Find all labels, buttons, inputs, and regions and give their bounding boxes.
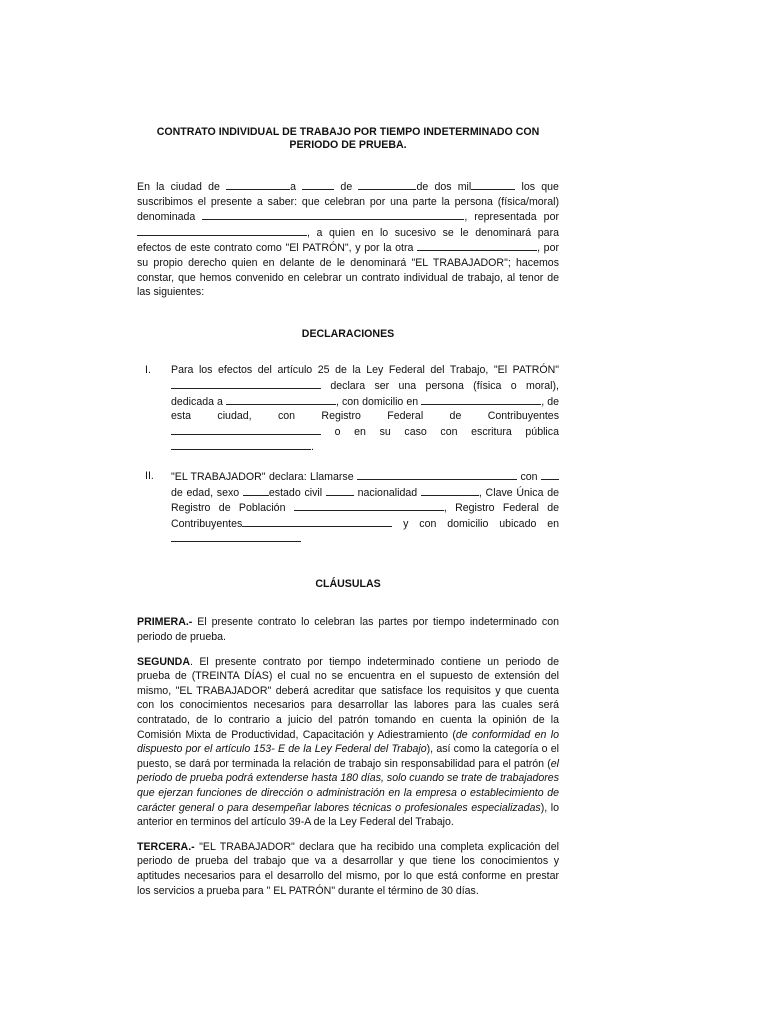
declaration-1-text: [171, 363, 559, 455]
decl1-text-1: Para los efectos del artículo 25 de la Ley Federal del Trabajo, "El PATRÓN": [171, 364, 559, 377]
decl2-text-8: y con domicilio ubicado en: [403, 517, 559, 530]
clause-tercera-lead: TERCERA.-: [137, 840, 195, 853]
blank-company-name: [202, 209, 464, 220]
decl2-text-4: estado civil: [268, 486, 323, 499]
blank-nationality: [421, 485, 479, 496]
blank-age: [541, 469, 559, 480]
declaration-2-text: [171, 469, 559, 547]
clause-primera-text: El presente contrato lo celebran las partes por tiempo indeterminado con periodo de prueba.: [137, 616, 559, 644]
decl2-text-6: , Clave Única de Registro de Población: [171, 486, 559, 515]
blank-rfc-worker: [242, 516, 392, 527]
declaration-1-number: I.: [145, 364, 151, 377]
blank-month: [358, 179, 416, 190]
document-body: [137, 126, 559, 898]
title-line-2: PERIODO DE PRUEBA.: [289, 139, 407, 151]
declaraciones-heading: DECLARACIONES: [301, 327, 395, 340]
decl2-text-3: de edad, sexo: [171, 486, 240, 499]
clausulas-heading: CLÁUSULAS: [315, 577, 381, 590]
intro-text-2: a: [290, 181, 296, 193]
intro-text-1: En la ciudad de: [137, 181, 220, 193]
decl2-text-5: nacionalidad: [357, 486, 418, 499]
decl2-text-7: , Registro Federal de Contribuyentes: [171, 502, 559, 530]
document-title: [147, 126, 549, 152]
blank-worker-full-name: [357, 469, 517, 480]
blank-civil-status: [326, 485, 354, 496]
declaration-1: [137, 363, 559, 455]
blank-representative: [137, 225, 307, 236]
intro-text-8: , por su propio derecho quien en delante de le denominará "EL TRABAJADOR"; hacemos constar, que hemos convenido en celebrar un contrato individual de trabajo, al tenor de las siguientes:: [137, 242, 559, 299]
clause-segunda-lead: SEGUNDA: [137, 655, 190, 668]
blank-worker-name: [417, 240, 537, 251]
blank-deed: [171, 439, 311, 450]
blank-rfc-patron: [171, 424, 321, 435]
blank-city: [226, 179, 290, 190]
blank-day: [302, 179, 334, 190]
blank-sex: [243, 485, 269, 496]
decl1-text-4: , de esta ciudad, con Registro Federal de Contribuyentes: [171, 395, 559, 423]
clause-primera: [137, 615, 559, 644]
blank-year: [471, 179, 515, 190]
clause-segunda-italic-2: el periodo de prueba podrá extenderse hasta 180 días, solo cuando se trate de trabajadores que ejerzan funciones de dirección o administración en la empresa o establecimiento de carácter general o para desempeñar labores técnicas o profesionales especializadas: [137, 757, 559, 814]
intro-text-6: , representada por: [464, 211, 559, 224]
decl1-text-5: o en su caso con escritura pública: [334, 425, 559, 438]
decl1-text-6: .: [311, 441, 314, 454]
decl1-text-2: declara ser una persona (física o moral), dedicada a: [171, 379, 559, 408]
intro-text-4: de dos mil: [416, 181, 472, 193]
clause-segunda-text-1: . El presente contrato por tiempo indeterminado contiene un periodo de prueba de (TREINTA DÍAS) el cual no se encuentra en el supuesto de extensión del mismo, "EL TRABAJADOR" deberá acreditar que satisface los requisitos y que cuenta con los conocimientos necesarios para desarrollar las labores para las cuales será contratado, de lo contrario a juicio del patrón tomando en cuenta la opinión de la Comisión Mixta de Productividad, Capacitación y Adiestramiento (: [137, 655, 559, 741]
clause-segunda: [137, 655, 559, 830]
clause-segunda-text-2: ), así como la categoría o el puesto, se dará por terminada la relación de trabajo sin responsabilidad para el patrón (: [137, 743, 559, 770]
clause-tercera-text: "EL TRABAJADOR" declara que ha recibido una completa explicación del periodo de prueba del trabajo que va a desarrollar y que tiene los conocimientos y aptitudes necesarios para el desarrollo del mismo, por lo que está conforme en prestar los servicios a prueba para " EL PATRÓN" durante el término de 30 días.: [137, 840, 559, 897]
clause-tercera: [137, 840, 559, 898]
blank-curp: [294, 500, 444, 511]
intro-text-5: los que suscribimos el presente a saber: que celebran por una parte la persona (física/moral) denominada: [137, 181, 559, 224]
decl2-text-2: con: [520, 470, 538, 483]
title-line-1: CONTRATO INDIVIDUAL DE TRABAJO POR TIEMPO INDETERMINADO CON: [156, 126, 540, 138]
clause-segunda-text-3: ), lo anterior en terminos del artículo 39-A de la Ley Federal del Trabajo.: [137, 801, 559, 829]
intro-text-3: de: [340, 181, 353, 193]
intro-text-7: , a quien en lo sucesivo se le denominará para efectos de este contrato como "El PATRÓN", y por la otra: [137, 226, 559, 255]
decl1-text-3: , con domicilio en: [336, 395, 419, 408]
blank-activity: [226, 394, 336, 405]
blank-address: [421, 394, 541, 405]
decl2-text-1: "EL TRABAJADOR" declara: Llamarse: [171, 470, 354, 483]
blank-patron-name: [171, 378, 321, 389]
clause-segunda-italic-1: de conformidad en lo dispuesto por el artículo 153- E de la Ley Federal del Trabajo: [137, 728, 559, 756]
intro-paragraph: [137, 179, 559, 300]
declaration-2: [137, 469, 559, 547]
declaration-2-number: II.: [145, 469, 154, 482]
clause-primera-lead: PRIMERA.-: [137, 616, 193, 629]
blank-worker-address: [171, 531, 301, 542]
